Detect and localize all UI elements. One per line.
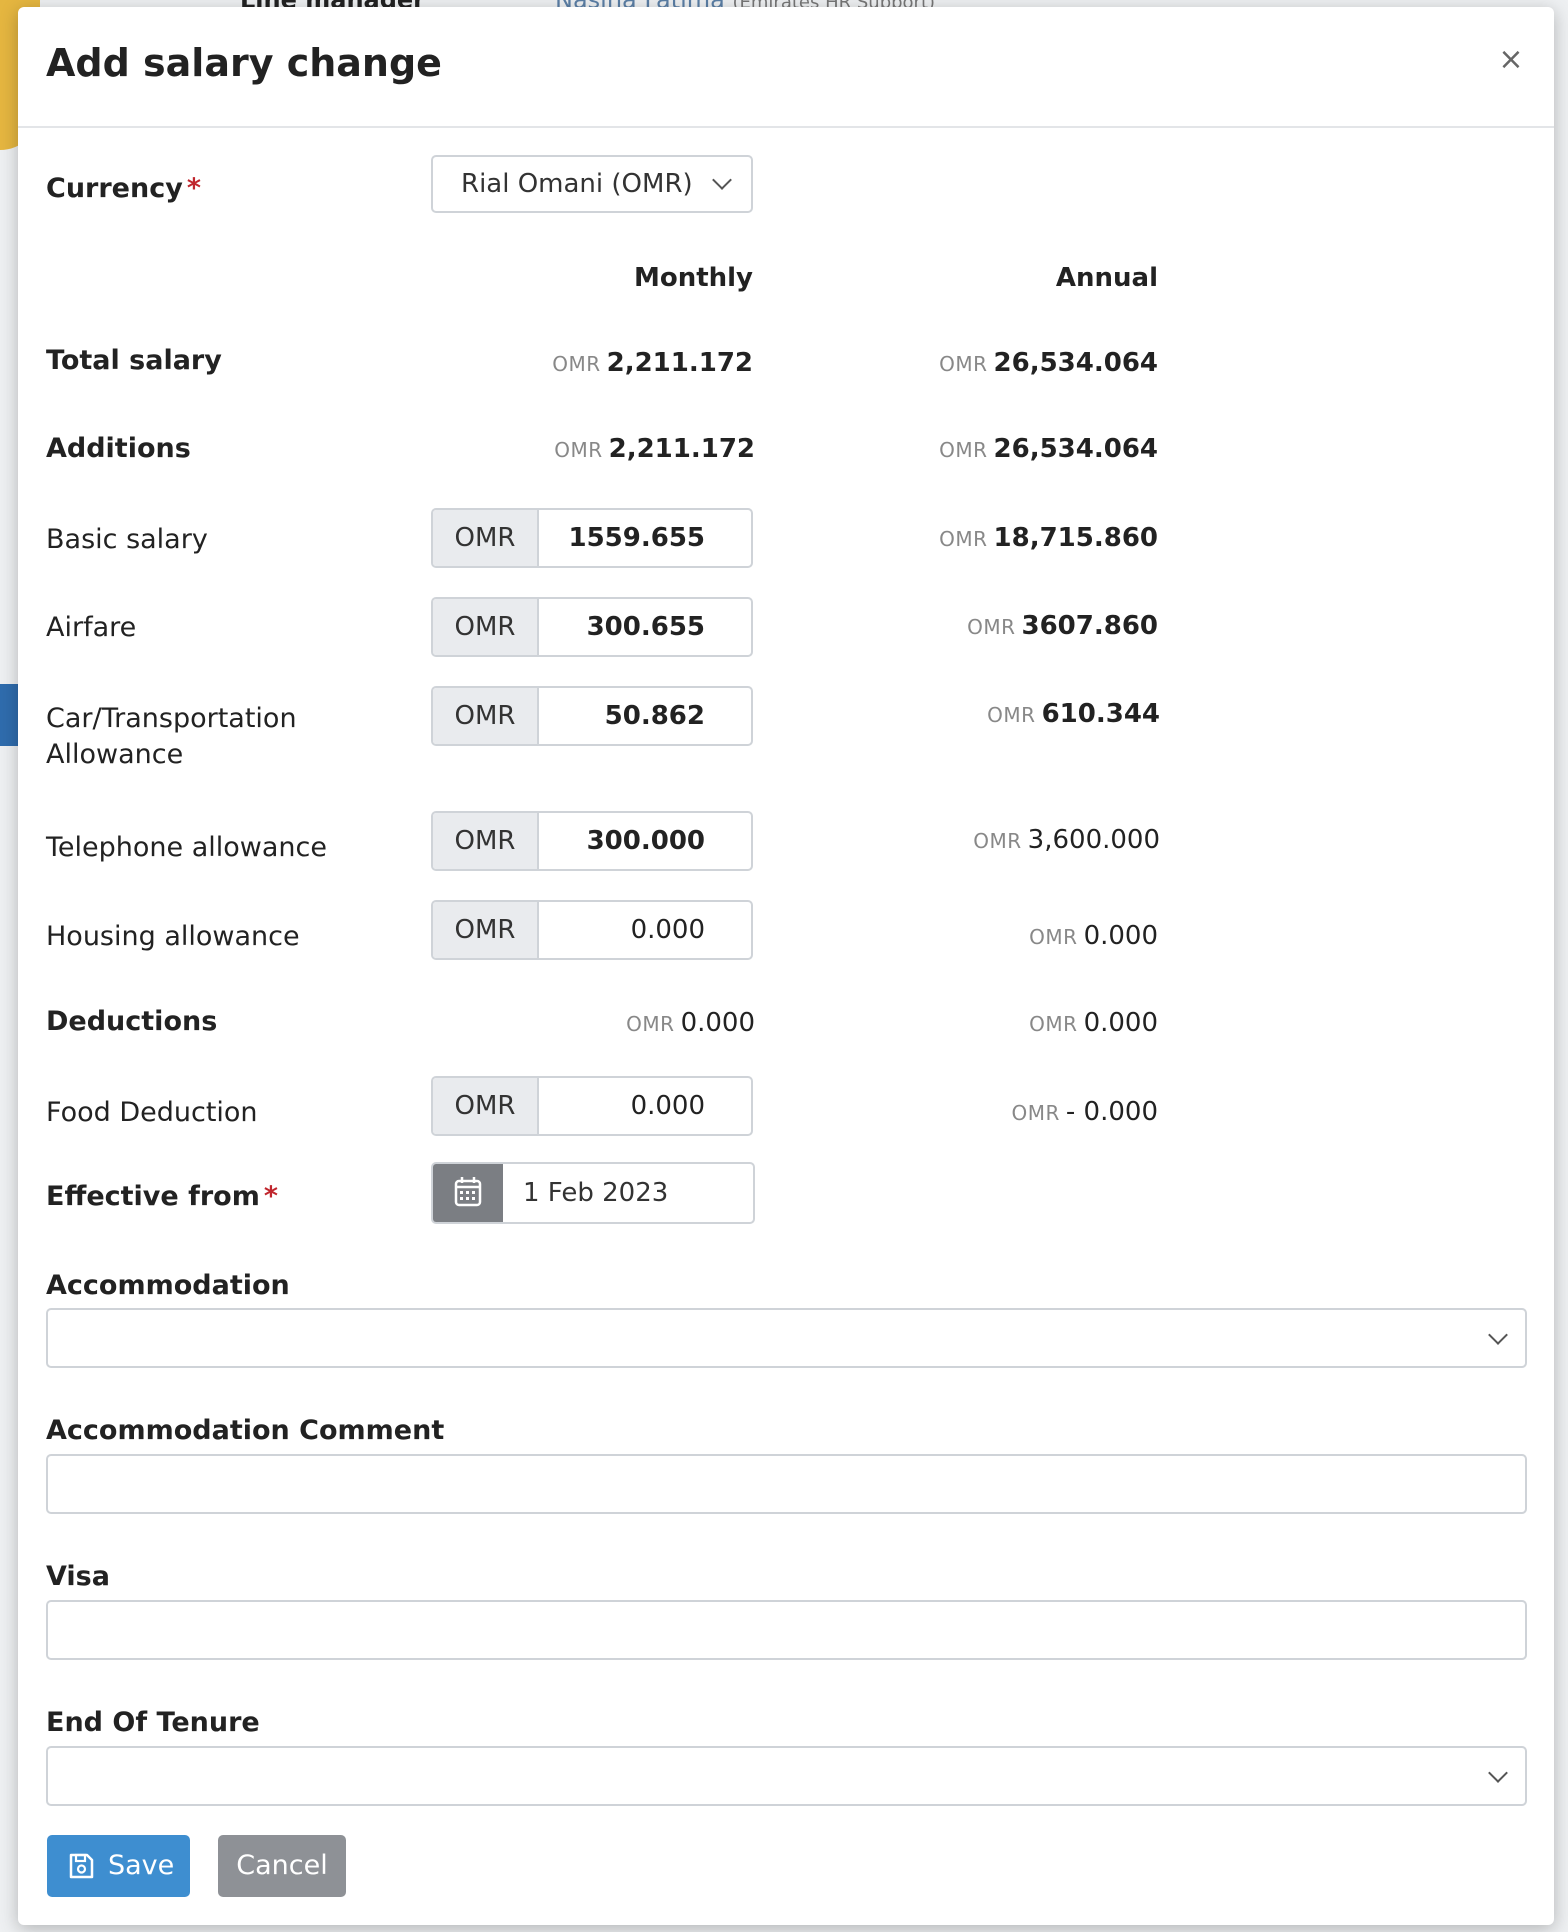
visa-input[interactable] <box>46 1600 1527 1660</box>
additions-annual: OMR 26,534.064 <box>939 434 1158 464</box>
currency-addon: OMR <box>433 1078 539 1134</box>
housing-allowance-input[interactable]: 0.000 <box>630 915 705 945</box>
accommodation-comment-label: Accommodation Comment <box>46 1415 445 1446</box>
food-deduction-input[interactable]: 0.000 <box>630 1091 705 1121</box>
visa-label: Visa <box>46 1561 110 1592</box>
chevron-down-icon <box>712 170 732 190</box>
airfare-input[interactable]: 300.655 <box>586 612 705 642</box>
basic-salary-input-group <box>431 508 753 568</box>
total-salary-annual: OMR 26,534.064 <box>939 348 1158 378</box>
telephone-allowance-input[interactable]: 300.000 <box>586 826 705 856</box>
accommodation-comment-input[interactable] <box>46 1454 1527 1514</box>
end-of-tenure-label: End Of Tenure <box>46 1707 260 1738</box>
food-deduction-annual: OMR - 0.000 <box>1011 1097 1158 1127</box>
currency-select[interactable]: Rial Omani (OMR) <box>431 155 753 213</box>
close-icon[interactable]: × <box>1498 42 1524 77</box>
effective-from-date-group <box>431 1162 755 1224</box>
total-salary-monthly: OMR 2,211.172 <box>552 348 753 378</box>
total-salary-label: Total salary <box>46 345 222 376</box>
food-deduction-label: Food Deduction <box>46 1097 258 1128</box>
deductions-monthly: OMR 0.000 <box>626 1008 755 1038</box>
currency-addon: OMR <box>433 813 539 869</box>
chevron-down-icon <box>1488 1763 1508 1783</box>
modal-header <box>18 7 1554 128</box>
currency-addon: OMR <box>433 902 539 958</box>
additions-monthly: OMR 2,211.172 <box>554 434 755 464</box>
monthly-column-header: Monthly <box>633 263 753 293</box>
housing-allowance-label: Housing allowance <box>46 921 300 952</box>
accommodation-label: Accommodation <box>46 1270 290 1301</box>
housing-allowance-annual: OMR 0.000 <box>1029 921 1158 951</box>
chevron-down-icon <box>1488 1325 1508 1345</box>
effective-from-label: Effective from * <box>46 1181 278 1212</box>
effective-from-input[interactable]: 1 Feb 2023 <box>523 1178 669 1208</box>
additions-label: Additions <box>46 433 191 464</box>
add-salary-change-modal <box>18 7 1554 1925</box>
currency-addon: OMR <box>433 688 539 744</box>
deductions-annual: OMR 0.000 <box>1029 1008 1158 1038</box>
modal-title: Add salary change <box>46 41 442 85</box>
food-deduction-input-group <box>431 1076 753 1136</box>
deductions-label: Deductions <box>46 1006 218 1037</box>
basic-salary-input[interactable]: 1559.655 <box>568 523 705 553</box>
cancel-button[interactable]: Cancel <box>218 1835 346 1897</box>
housing-allowance-input-group <box>431 900 753 960</box>
accommodation-select[interactable] <box>46 1308 1527 1368</box>
car-transportation-annual: OMR 610.344 <box>987 699 1160 729</box>
basic-salary-label: Basic salary <box>46 524 208 555</box>
car-transportation-input[interactable]: 50.862 <box>604 701 705 731</box>
currency-addon: OMR <box>433 510 539 566</box>
calendar-button[interactable] <box>433 1164 503 1222</box>
save-button[interactable]: Save <box>47 1835 190 1897</box>
airfare-annual: OMR 3607.860 <box>967 611 1158 641</box>
currency-label: Currency * <box>46 173 201 204</box>
calendar-icon <box>433 1164 503 1222</box>
save-icon <box>67 1852 95 1880</box>
currency-addon: OMR <box>433 599 539 655</box>
airfare-label: Airfare <box>46 612 137 643</box>
basic-salary-annual: OMR 18,715.860 <box>939 523 1158 553</box>
background-tab <box>0 684 18 746</box>
telephone-allowance-input-group <box>431 811 753 871</box>
annual-column-header: Annual <box>1055 263 1158 293</box>
end-of-tenure-select[interactable] <box>46 1746 1527 1806</box>
telephone-allowance-annual: OMR 3,600.000 <box>973 825 1160 855</box>
telephone-allowance-label: Telephone allowance <box>46 832 327 863</box>
car-transportation-input-group <box>431 686 753 746</box>
airfare-input-group <box>431 597 753 657</box>
car-transportation-label: Car/Transportation Allowance <box>46 703 297 770</box>
